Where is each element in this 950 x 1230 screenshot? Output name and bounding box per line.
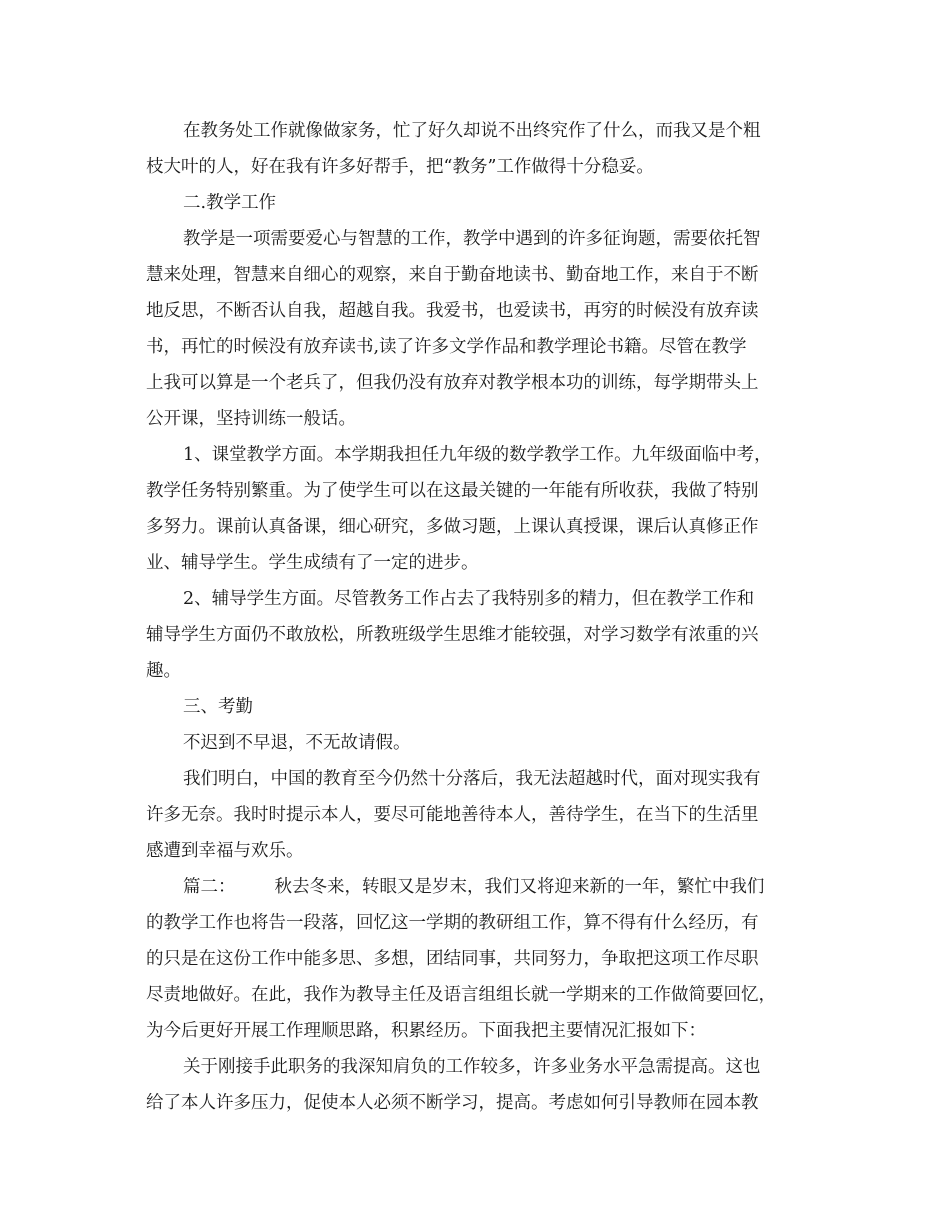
text-line: 篇二： 秋去冬来，转眼又是岁末，我们又将迎来新的一年，繁忙中我们: [183, 877, 765, 897]
text-line: 为今后更好开展工作理顺思路，积累经历。下面我把主要情况汇报如下：: [146, 1021, 706, 1041]
text-line: 感遭到幸福与欢乐。: [146, 841, 304, 861]
text-line: 地反思，不断否认自我，超越自我。我爱书，也爱读书，再穷的时候没有放弃读: [146, 301, 759, 321]
text-line: 1、课堂教学方面。本学期我担任九年级的数学教学工作。九年级面临中考，: [183, 445, 772, 465]
text-line: 在教务处工作就像做家务，忙了好久却说不出终究作了什么，而我又是个粗: [183, 121, 761, 141]
text-line: 书，再忙的时候没有放弃读书,读了许多文学作品和教学理论书籍。尽管在教学: [146, 337, 747, 357]
text-line: 2、辅导学生方面。尽管教务工作占去了我特别多的精力，但在教学工作和: [183, 589, 755, 609]
text-line: 枝大叶的人，好在我有许多好帮手，把“教务”工作做得十分稳妥。: [146, 157, 654, 177]
text-line: 上我可以算是一个老兵了，但我仍没有放弃对教学根本功的训练，每学期带头上: [146, 373, 759, 393]
text-line: 我们明白，中国的教育至今仍然十分落后，我无法超越时代，面对现实我有: [183, 769, 761, 789]
text-line: 教学任务特别繁重。为了使学生可以在这最关键的一年能有所收获，我做了特别: [146, 481, 759, 501]
text-line: 的只是在这份工作中能多思、多想，团结同事，共同努力，争取把这项工作尽职: [146, 949, 759, 969]
text-line: 公开课，坚持训练一般话。: [146, 409, 356, 429]
text-line: 慧来处理，智慧来自细心的观察，来自于勤奋地读书、勤奋地工作，来自于不断: [146, 265, 759, 285]
section-heading: 三、考勤: [183, 697, 253, 717]
text-line: 趣。: [146, 661, 181, 681]
section-heading: 二.教学工作: [183, 193, 277, 213]
text-line: 尽责地做好。在此，我作为教导主任及语言组组长就一学期来的工作做简要回忆，: [146, 985, 776, 1005]
text-line: 许多无奈。我时时提示本人，要尽可能地善待本人，善待学生，在当下的生活里: [146, 805, 759, 825]
text-line: 关于刚接手此职务的我深知肩负的工作较多，许多业务水平急需提高。这也: [183, 1057, 761, 1077]
text-line: 不迟到不早退，不无故请假。: [183, 733, 411, 753]
text-line: 教学是一项需要爱心与智慧的工作，教学中遇到的许多征询题，需要依托智: [183, 229, 761, 249]
text-line: 多努力。课前认真备课，细心研究，多做习题，上课认真授课，课后认真修正作: [146, 517, 759, 537]
text-line: 辅导学生方面仍不敢放松，所教班级学生思维才能较强，对学习数学有浓重的兴: [146, 625, 759, 645]
text-line: 业、辅导学生。学生成绩有了一定的进步。: [146, 553, 479, 573]
text-line: 的教学工作也将告一段落，回忆这一学期的教研组工作，算不得有什么经历，有: [146, 913, 759, 933]
text-line: 给了本人许多压力，促使本人必须不断学习，提高。考虑如何引导教师在园本教: [146, 1093, 759, 1113]
